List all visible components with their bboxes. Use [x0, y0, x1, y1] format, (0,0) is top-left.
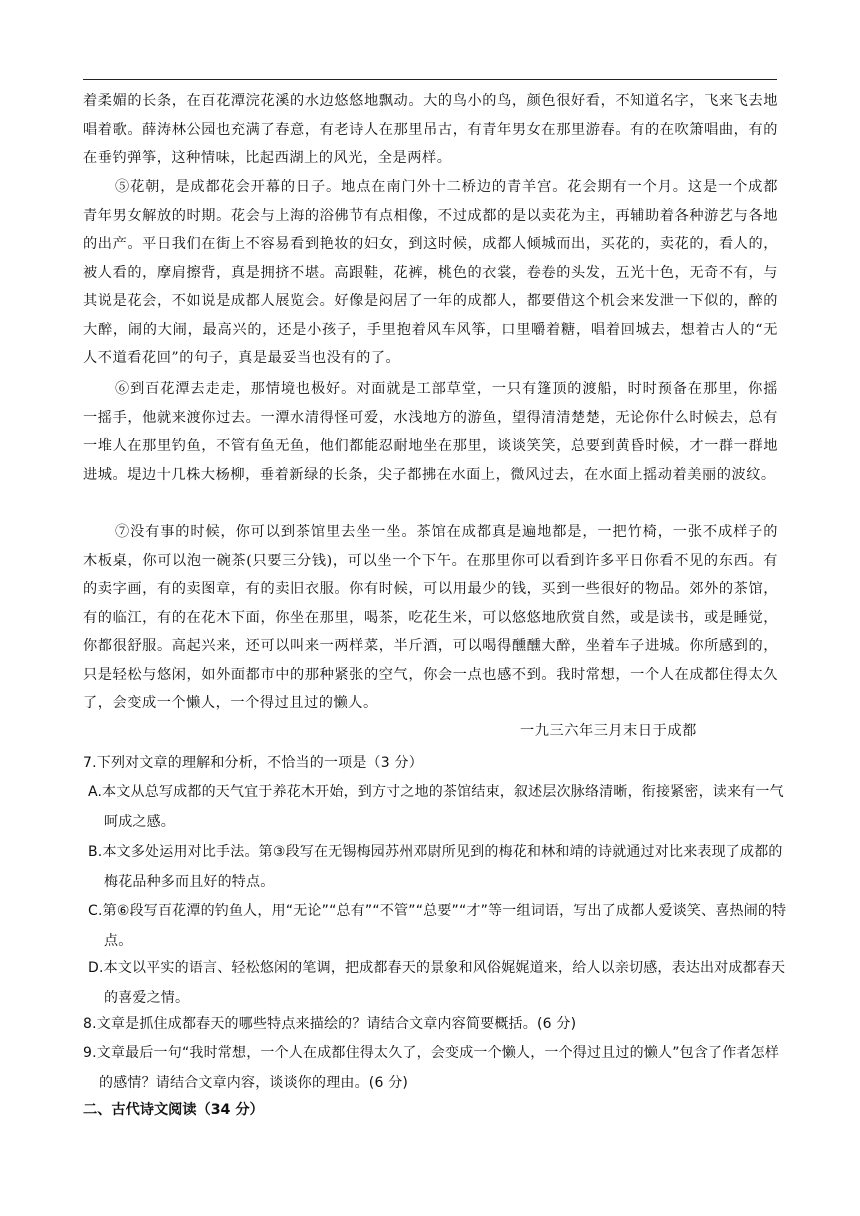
passage-paragraph-6: ⑥到百花潭去走走，那情境也极好。对面就是工部草堂，一只有篷顶的渡船，时时预备在那里，你摇一摇手，他就来渡你过去。一潭水清得怪可爱，水浅地方的游鱼，望得清清楚楚，无论你什么时候去，总有一堆人在那里钓鱼，不管有鱼无鱼，他们都能忍耐地坐在那里，谈谈笑笑，总要到黄昏时候，才一群一群地进城。堤边十几株大杨柳，垂着新绿的长条，尖子都拂在水面上，微风过去，在水面上摇动着美丽的波纹。 [83, 381, 778, 483]
section-heading: 二、古代诗文阅读（34 分） [83, 1102, 264, 1118]
question-8: 8.文章是抓住成都春天的哪些特点来描绘的？请结合文章内容简要概括。(6 分) [83, 1016, 577, 1032]
question-7-option-d: D.本文以平实的语言、轻松悠闲的笔调，把成都春天的景象和风俗娓娓道来，给人以亲切感，表达出对成都春天的喜爱之情。 [88, 960, 786, 1006]
question-9: 9.文章最后一句“我时常想，一个人在成都住得太久了，会变成一个懒人，一个得过且过的懒人”包含了作者怎样的感情？请结合文章内容，谈谈你的理由。(6 分) [83, 1045, 780, 1091]
passage-signature: 一九三六年三月末日于成都 [520, 723, 697, 739]
question-7-option-a: A.本文从总写成都的天气宜于养花木开始，到方寸之地的茶馆结束，叙述层次脉络清晰，衔接紧密，读来有一气呵成之感。 [88, 784, 784, 830]
passage-paragraph-continued: 着柔媚的长条，在百花潭浣花溪的水边悠悠地飘动。大的鸟小的鸟，颜色很好看，不知道名字，飞来飞去地唱着歌。薛涛林公园也充满了春意，有老诗人在那里吊古，有青年男女在那里游春。有的在吹箫唱曲，有的在垂钓弹筝，这种情味，比起西湖上的风光，全是两样。 [83, 93, 778, 166]
header-rule [83, 79, 777, 80]
passage-paragraph-7: ⑦没有事的时候，你可以到茶馆里去坐一坐。茶馆在成都真是遍地都是，一把竹椅，一张不成样子的木板桌，你可以泡一碗茶(只要三分钱)，可以坐一个下午。在那里你可以看到许多平日你看不见的东西。有的卖字画，有的卖图章，有的卖旧衣服。你有时候，可以用最少的钱，买到一些很好的物品。郊外的茶馆，有的临江，有的在花木下面，你坐在那里，喝茶，吃花生米，可以悠悠地欣赏自然，或是读书，或是睡觉，你都很舒服。高起兴来，还可以叫来一两样菜，半斤酒，可以喝得醺醺大醉，坐着车子进城。你所感到的，只是轻松与悠闲，如外面都市中的那种紧张的空气，你会一点也感不到。我时常想，一个人在成都住得太久了，会变成一个懒人，一个得过且过的懒人。 [83, 524, 778, 711]
question-7-option-c: C.第⑥段写百花潭的钓鱼人，用“无论”“总有”“不管”“总要”“才”等一组词语，写出了成都人爱谈笑、喜热闹的特点。 [88, 903, 787, 949]
question-7-option-b: B.本文多处运用对比手法。第③段写在无锡梅园苏州邓尉所见到的梅花和林和靖的诗就通过对比来表现了成都的梅花品种多而且好的特点。 [88, 844, 783, 890]
passage-paragraph-5: ⑤花朝，是成都花会开幕的日子。地点在南门外十二桥边的青羊宫。花会期有一个月。这是一个成都青年男女解放的时期。花会与上海的浴佛节有点相像，不过成都的是以卖花为主，再辅助着各种游艺与各地的出产。平日我们在街上不容易看到艳妆的妇女，到这时候，成都人倾城而出，买花的，卖花的，看人的，被人看的，摩肩擦背，真是拥挤不堪。高跟鞋，花裤，桃色的衣裳，卷卷的头发，五光十色，无奇不有，与其说是花会，不如说是成都人展览会。好像是闷居了一年的成都人，都要借这个机会来发泄一下似的，醉的大醉，闹的大闹，最高兴的，还是小孩子，手里抱着风车风筝，口里嚼着糖，唱着回城去，想着古人的“无人不道看花回”的句子，真是最妥当也没有的了。 [83, 179, 778, 366]
question-7-stem: 7.下列对文章的理解和分析，不恰当的一项是（3 分） [83, 755, 423, 771]
